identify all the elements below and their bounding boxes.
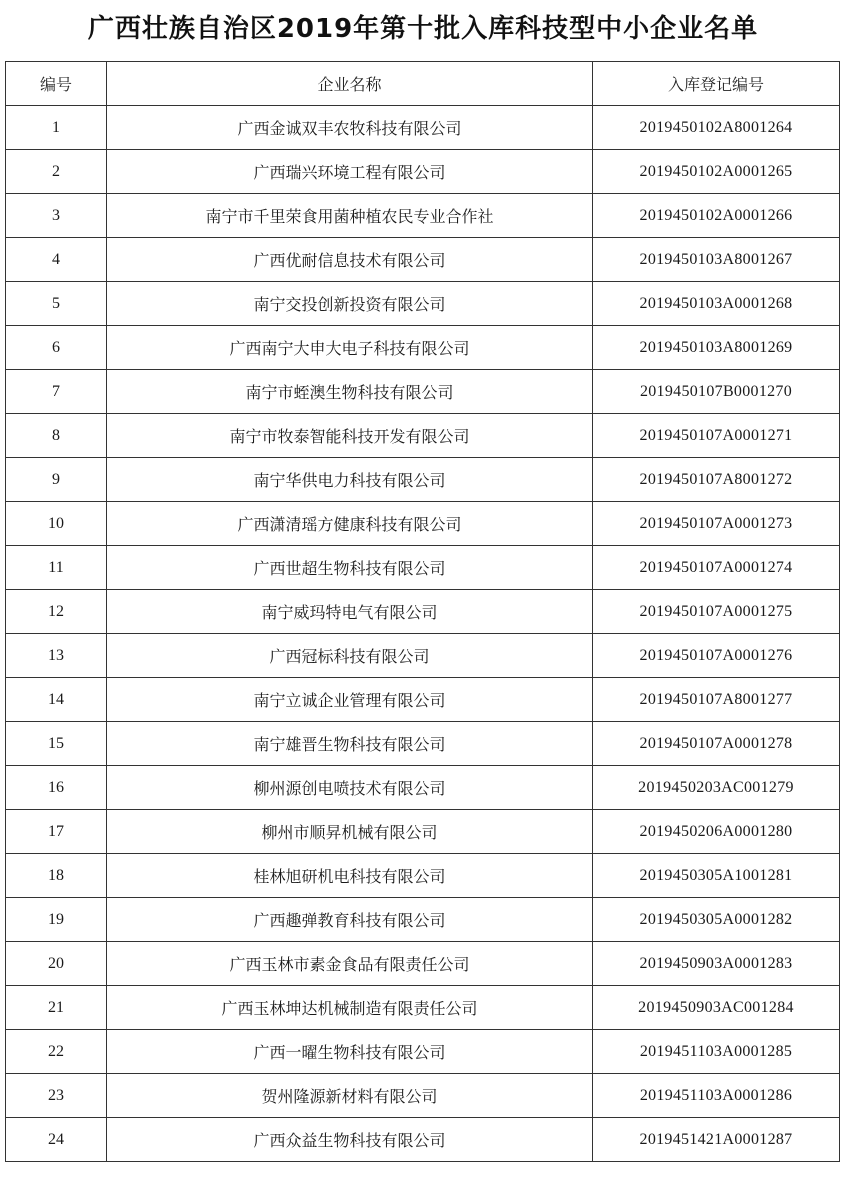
company-name: 南宁市牧泰智能科技开发有限公司: [107, 414, 593, 458]
company-name: 南宁雄晋生物科技有限公司: [107, 722, 593, 766]
registration-code: 2019450107A8001272: [593, 458, 840, 502]
company-name: 广西瑞兴环境工程有限公司: [107, 150, 593, 194]
registration-code: 2019450103A8001269: [593, 326, 840, 370]
registration-code: 2019450103A8001267: [593, 238, 840, 282]
registration-code: 2019450305A1001281: [593, 854, 840, 898]
table-row: [6, 634, 840, 678]
row-number: 1: [6, 106, 107, 150]
company-name: 南宁市千里荣食用菌种植农民专业合作社: [107, 194, 593, 238]
company-name: 广西众益生物科技有限公司: [107, 1118, 593, 1162]
registration-code: 2019450107A8001277: [593, 678, 840, 722]
company-name: 柳州市顺昇机械有限公司: [107, 810, 593, 854]
registration-code: 2019450107B0001270: [593, 370, 840, 414]
company-name: 南宁交投创新投资有限公司: [107, 282, 593, 326]
row-number: 22: [6, 1030, 107, 1074]
company-name: 广西潇清瑶方健康科技有限公司: [107, 502, 593, 546]
table-row: [6, 854, 840, 898]
row-number: 11: [6, 546, 107, 590]
table-row: [6, 678, 840, 722]
column-header-number: 编号: [6, 62, 107, 106]
company-name: 广西趣弹教育科技有限公司: [107, 898, 593, 942]
row-number: 23: [6, 1074, 107, 1118]
registration-code: 2019450107A0001278: [593, 722, 840, 766]
registration-code: 2019450107A0001276: [593, 634, 840, 678]
company-name: 广西玉林坤达机械制造有限责任公司: [107, 986, 593, 1030]
table-row: [6, 1030, 840, 1074]
company-name: 广西冠标科技有限公司: [107, 634, 593, 678]
company-name: 贺州隆源新材料有限公司: [107, 1074, 593, 1118]
company-name: 广西一曜生物科技有限公司: [107, 1030, 593, 1074]
registration-code: 2019450107A0001271: [593, 414, 840, 458]
row-number: 12: [6, 590, 107, 634]
registration-code: 2019450305A0001282: [593, 898, 840, 942]
table-row: [6, 106, 840, 150]
table-row: [6, 238, 840, 282]
company-name: 南宁立诚企业管理有限公司: [107, 678, 593, 722]
table-row: [6, 150, 840, 194]
table-row: [6, 810, 840, 854]
row-number: 18: [6, 854, 107, 898]
row-number: 7: [6, 370, 107, 414]
registration-code: 2019450203AC001279: [593, 766, 840, 810]
table-row: [6, 458, 840, 502]
registration-code: 2019451421A0001287: [593, 1118, 840, 1162]
table-row: [6, 898, 840, 942]
table-row: [6, 942, 840, 986]
row-number: 16: [6, 766, 107, 810]
table-row: [6, 722, 840, 766]
row-number: 2: [6, 150, 107, 194]
row-number: 20: [6, 942, 107, 986]
registration-code: 2019450102A0001266: [593, 194, 840, 238]
table-row: [6, 590, 840, 634]
company-name: 广西玉林市素金食品有限责任公司: [107, 942, 593, 986]
registration-code: 2019450206A0001280: [593, 810, 840, 854]
table-row: [6, 766, 840, 810]
table-row: [6, 502, 840, 546]
table-row: [6, 546, 840, 590]
table-row: [6, 1118, 840, 1162]
row-number: 19: [6, 898, 107, 942]
registration-code: 2019450103A0001268: [593, 282, 840, 326]
company-name: 南宁华供电力科技有限公司: [107, 458, 593, 502]
table-header-row: [6, 62, 840, 106]
registration-code: 2019450102A8001264: [593, 106, 840, 150]
company-name: 广西世超生物科技有限公司: [107, 546, 593, 590]
company-name: 柳州源创电喷技术有限公司: [107, 766, 593, 810]
registration-code: 2019450102A0001265: [593, 150, 840, 194]
registration-code: 2019451103A0001286: [593, 1074, 840, 1118]
document-title: 广西壮族自治区2019年第十批入库科技型中小企业名单: [87, 14, 759, 44]
table-row: [6, 326, 840, 370]
row-number: 24: [6, 1118, 107, 1162]
row-number: 4: [6, 238, 107, 282]
enterprise-table: [5, 61, 840, 1162]
row-number: 15: [6, 722, 107, 766]
table-row: [6, 282, 840, 326]
row-number: 3: [6, 194, 107, 238]
table-row: [6, 370, 840, 414]
row-number: 9: [6, 458, 107, 502]
registration-code: 2019450107A0001274: [593, 546, 840, 590]
row-number: 6: [6, 326, 107, 370]
row-number: 17: [6, 810, 107, 854]
registration-code: 2019450903A0001283: [593, 942, 840, 986]
table-row: [6, 194, 840, 238]
company-name: 桂林旭研机电科技有限公司: [107, 854, 593, 898]
company-name: 广西优耐信息技术有限公司: [107, 238, 593, 282]
company-name: 广西金诚双丰农牧科技有限公司: [107, 106, 593, 150]
company-name: 南宁威玛特电气有限公司: [107, 590, 593, 634]
row-number: 21: [6, 986, 107, 1030]
row-number: 8: [6, 414, 107, 458]
row-number: 14: [6, 678, 107, 722]
table-row: [6, 986, 840, 1030]
company-name: 南宁市蛭澳生物科技有限公司: [107, 370, 593, 414]
column-header-company: 企业名称: [107, 62, 593, 106]
table-row: [6, 1074, 840, 1118]
row-number: 13: [6, 634, 107, 678]
registration-code: 2019450107A0001273: [593, 502, 840, 546]
column-header-reg-code: 入库登记编号: [593, 62, 840, 106]
registration-code: 2019450107A0001275: [593, 590, 840, 634]
registration-code: 2019451103A0001285: [593, 1030, 840, 1074]
row-number: 10: [6, 502, 107, 546]
table-row: [6, 414, 840, 458]
row-number: 5: [6, 282, 107, 326]
registration-code: 2019450903AC001284: [593, 986, 840, 1030]
company-name: 广西南宁大申大电子科技有限公司: [107, 326, 593, 370]
